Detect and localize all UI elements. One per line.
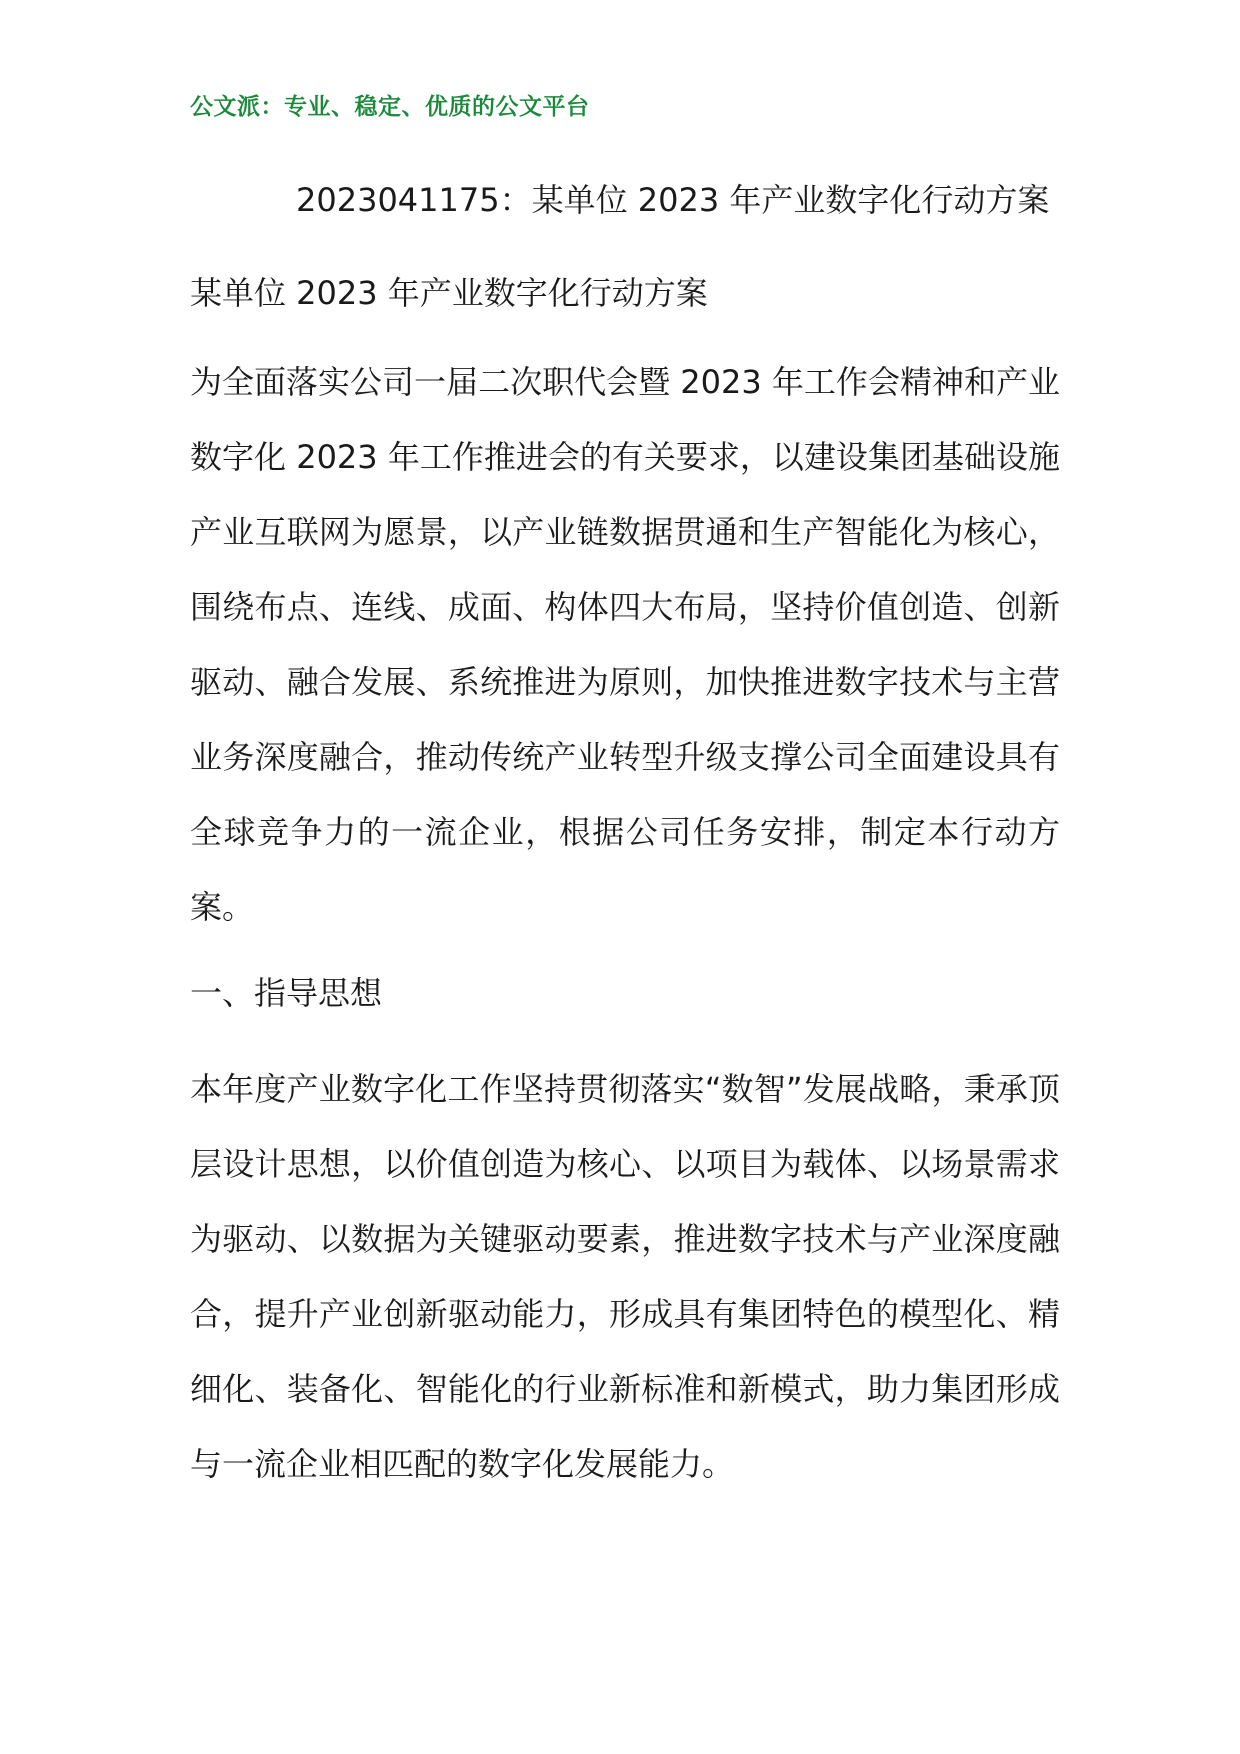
intro-paragraph: 为全面落实公司一届二次职代会暨 2023 年工作会精神和产业数字化 2023 年工作推进会的有关要求，以建设集团基础设施产业互联网为愿景，以产业链数据贯通和生产智能化为核心，围绕布点、连线、成面、构体四大布局，坚持价值创造、创新驱动、融合发展、系统推进为原则，加快推进数字技术与主营业务深度融合，推动传统产业转型升级支撑公司全面建设具有全球竞争力的一流企业，根据公司任务安排，制定本行动方案。 [190, 363, 1060, 926]
section-heading-guiding-ideology: 一、指导思想 [190, 974, 383, 1012]
guiding-ideology-paragraph: 本年度产业数字化工作坚持贯彻落实“数智”发展战略，秉承顶层设计思想，以价值创造为核心、以项目为载体、以场景需求为驱动、以数据为关键驱动要素，推进数字技术与产业深度融合，提升产业创新驱动能力，形成具有集团特色的模型化、精细化、装备化、智能化的行业新标准和新模式，助力集团形成与一流企业相匹配的数字化发展能力。 [190, 1070, 1060, 1483]
document-subtitle: 某单位 2023 年产业数字化行动方案 [190, 274, 708, 312]
brand-header: 公文派：专业、稳定、优质的公文平台 [190, 94, 590, 120]
document-title: 2023041175：某单位 2023 年产业数字化行动方案 [296, 181, 1050, 219]
